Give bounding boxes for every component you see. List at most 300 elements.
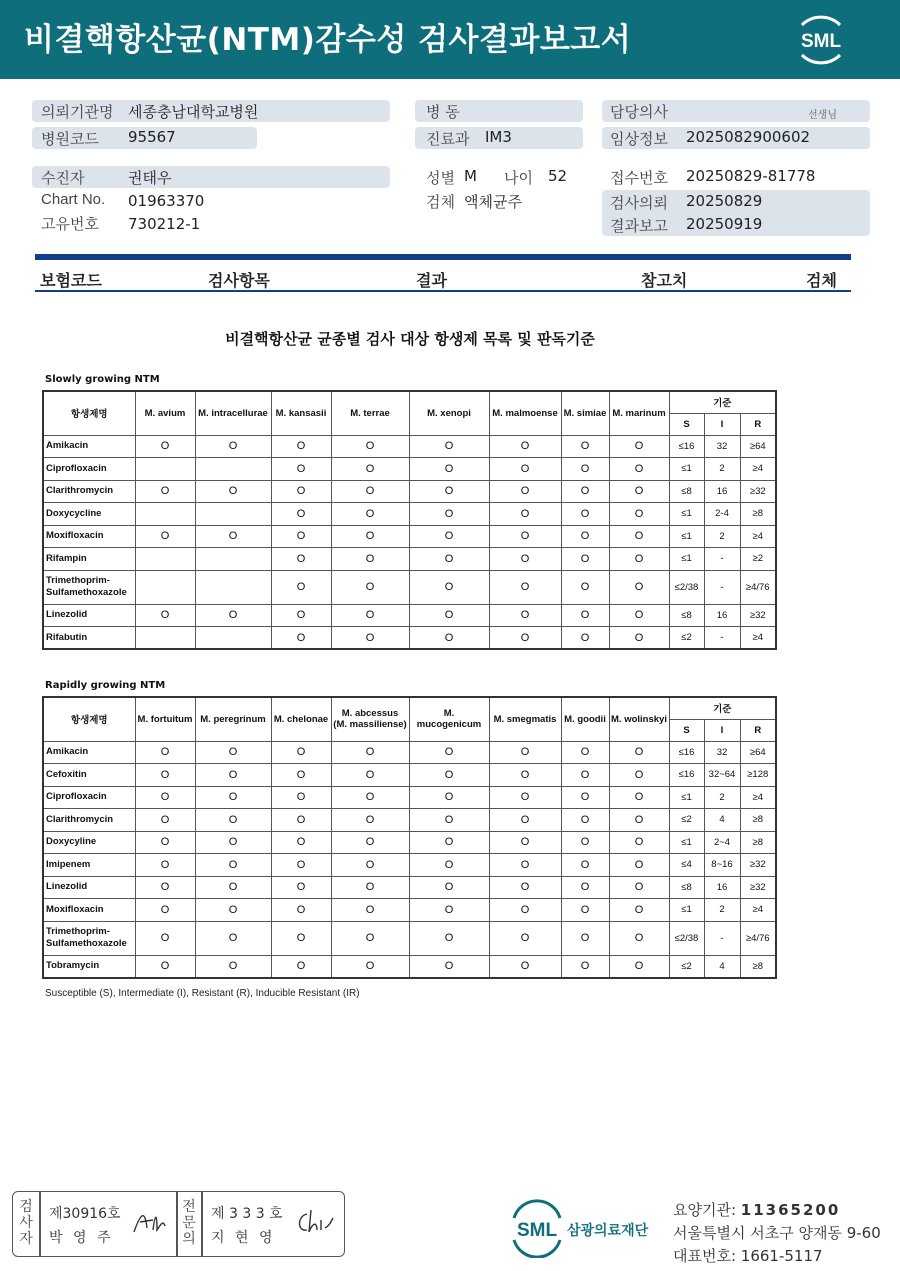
slow-org-header: M. xenopi [409, 391, 489, 435]
test-mark: O [489, 627, 561, 650]
test-mark [135, 548, 195, 571]
test-mark: O [489, 525, 561, 548]
test-mark: O [135, 854, 195, 877]
drug-name: Doxycycline [43, 503, 135, 526]
test-mark [195, 627, 271, 650]
hospital-code-label: 병원코드 [41, 130, 99, 148]
test-mark: O [409, 570, 489, 604]
test-mark: O [609, 955, 669, 978]
sml-logo [792, 11, 850, 69]
test-mark: O [609, 854, 669, 877]
test-mark: O [271, 480, 331, 503]
test-mark: O [271, 854, 331, 877]
test-mark: O [331, 854, 409, 877]
drug-row [43, 921, 776, 955]
test-mark [135, 503, 195, 526]
criteria-i: - [704, 570, 740, 604]
criteria-i: 4 [704, 955, 740, 978]
drug-name: Ciprofloxacin [43, 786, 135, 809]
slow-ntm-table [42, 390, 777, 650]
criteria-s: ≤16 [669, 741, 704, 764]
rapid-r-header: R [740, 719, 776, 741]
test-mark: O [195, 809, 271, 832]
criteria-s: ≤1 [669, 831, 704, 854]
doctor-label: 담당의사 [610, 103, 668, 121]
criteria-r: ≥8 [740, 955, 776, 978]
age-value: 52 [548, 167, 568, 185]
department-label: 진료과 [426, 130, 470, 148]
criteria-r: ≥4 [740, 786, 776, 809]
test-mark: O [409, 955, 489, 978]
drug-row [43, 525, 776, 548]
footer-sml-logo [508, 1198, 658, 1258]
examiner-name: 박 영 주 [49, 1230, 114, 1246]
criteria-i: 32~64 [704, 764, 740, 787]
test-mark: O [271, 786, 331, 809]
test-mark: O [489, 435, 561, 458]
test-mark: O [409, 503, 489, 526]
criteria-r: ≥64 [740, 435, 776, 458]
test-mark: O [489, 604, 561, 627]
criteria-r: ≥4 [740, 627, 776, 650]
test-mark: O [271, 627, 331, 650]
test-mark: O [331, 921, 409, 955]
test-mark: O [409, 921, 489, 955]
slow-org-header: M. intracellurae [195, 391, 271, 435]
criteria-s: ≤16 [669, 764, 704, 787]
criteria-r: ≥2 [740, 548, 776, 571]
drug-row [43, 570, 776, 604]
col-result: 결과 [416, 271, 447, 290]
test-mark: O [195, 786, 271, 809]
criteria-i: - [704, 548, 740, 571]
rapid-org-header: M. goodii [561, 697, 609, 741]
test-mark: O [271, 831, 331, 854]
test-mark: O [409, 876, 489, 899]
legend-note: Susceptible (S), Intermediate (I), Resistant (R), Inducible Resistant (IR) [45, 988, 360, 999]
drug-row [43, 435, 776, 458]
test-mark: O [271, 604, 331, 627]
criteria-r: ≥4 [740, 525, 776, 548]
criteria-s: ≤2 [669, 809, 704, 832]
criteria-s: ≤8 [669, 876, 704, 899]
test-mark: O [271, 764, 331, 787]
test-mark: O [271, 809, 331, 832]
test-mark: O [561, 525, 609, 548]
test-mark: O [561, 921, 609, 955]
ward-label: 병 동 [426, 103, 460, 121]
specimen-label: 검체 [426, 193, 455, 211]
criteria-i: 16 [704, 876, 740, 899]
test-mark: O [135, 921, 195, 955]
test-mark: O [489, 741, 561, 764]
request-date-label: 검사의뢰 [610, 194, 668, 212]
criteria-s: ≤8 [669, 480, 704, 503]
slow-r-header: R [740, 413, 776, 435]
criteria-i: - [704, 921, 740, 955]
criteria-s: ≤1 [669, 525, 704, 548]
drug-row [43, 548, 776, 571]
criteria-i: 2 [704, 786, 740, 809]
criteria-i: 2 [704, 525, 740, 548]
test-mark: O [195, 831, 271, 854]
criteria-r: ≥32 [740, 854, 776, 877]
test-mark: O [409, 854, 489, 877]
drug-name: Trimethoprim- Sulfamethoxazole [43, 570, 135, 604]
rapid-i-header: I [704, 719, 740, 741]
test-mark: O [489, 786, 561, 809]
criteria-s: ≤1 [669, 548, 704, 571]
criteria-i: 2 [704, 899, 740, 922]
test-mark: O [609, 548, 669, 571]
test-mark: O [271, 921, 331, 955]
department-value: IM3 [485, 128, 512, 146]
signature-box [12, 1191, 345, 1257]
slow-org-header: M. marinum [609, 391, 669, 435]
patient-value: 권태우 [128, 169, 172, 187]
criteria-r: ≥4/76 [740, 570, 776, 604]
test-mark: O [489, 809, 561, 832]
drug-name: Amikacin [43, 435, 135, 458]
footer-org-name: 삼광의료재단 [567, 1223, 649, 1239]
drug-name: Tobramycin [43, 955, 135, 978]
criteria-i: 16 [704, 604, 740, 627]
rapid-s-header: S [669, 719, 704, 741]
test-mark: O [331, 503, 409, 526]
criteria-r: ≥128 [740, 764, 776, 787]
footer-address: 서울특별시 서초구 양재동 9-60 [673, 1224, 881, 1242]
examiner-number: 제30916호 [49, 1206, 121, 1222]
specialist-name: 지 현 영 [211, 1230, 276, 1246]
test-mark: O [609, 764, 669, 787]
test-mark: O [489, 458, 561, 481]
chart-no-value: 01963370 [128, 192, 205, 210]
test-mark: O [271, 458, 331, 481]
specialist-label: 전문의 [182, 1199, 196, 1247]
test-mark: O [409, 604, 489, 627]
test-mark: O [331, 525, 409, 548]
criteria-i: 32 [704, 435, 740, 458]
test-mark: O [609, 604, 669, 627]
test-mark: O [195, 525, 271, 548]
criteria-i: 16 [704, 480, 740, 503]
test-mark: O [195, 764, 271, 787]
test-mark: O [271, 570, 331, 604]
test-mark [135, 627, 195, 650]
col-test-item: 검사항목 [208, 271, 270, 290]
test-mark: O [561, 570, 609, 604]
test-mark: O [561, 503, 609, 526]
request-date-value: 20250829 [686, 192, 763, 210]
test-mark [195, 503, 271, 526]
examiner-label: 검사자 [19, 1199, 33, 1247]
test-mark: O [135, 786, 195, 809]
test-mark: O [331, 786, 409, 809]
patient-label: 수진자 [41, 169, 85, 187]
test-mark: O [331, 627, 409, 650]
test-mark: O [561, 764, 609, 787]
sig-divider [201, 1192, 203, 1256]
drug-row [43, 764, 776, 787]
drug-name: Linezolid [43, 876, 135, 899]
test-mark: O [561, 604, 609, 627]
report-date-label: 결과보고 [610, 217, 668, 235]
test-mark: O [489, 921, 561, 955]
rapid-org-header: M. peregrinum [195, 697, 271, 741]
criteria-s: ≤4 [669, 854, 704, 877]
test-mark [135, 570, 195, 604]
drug-row [43, 809, 776, 832]
test-mark: O [489, 955, 561, 978]
test-mark: O [195, 741, 271, 764]
criteria-r: ≥4/76 [740, 921, 776, 955]
slow-org-header: M. malmoense [489, 391, 561, 435]
test-mark: O [331, 480, 409, 503]
test-mark: O [561, 741, 609, 764]
drug-name: Rifabutin [43, 627, 135, 650]
test-mark: O [195, 876, 271, 899]
test-mark: O [331, 604, 409, 627]
test-mark: O [409, 741, 489, 764]
criteria-s: ≤1 [669, 458, 704, 481]
drug-row [43, 480, 776, 503]
specimen-value: 액체균주 [464, 193, 522, 211]
test-mark: O [489, 854, 561, 877]
specialist-signature-icon [295, 1206, 335, 1238]
criteria-s: ≤16 [669, 435, 704, 458]
test-mark: O [331, 548, 409, 571]
criteria-i: 2 [704, 458, 740, 481]
test-mark: O [135, 764, 195, 787]
drug-row [43, 741, 776, 764]
test-mark: O [271, 955, 331, 978]
col-insurance-code: 보험코드 [40, 271, 102, 290]
test-mark: O [609, 876, 669, 899]
test-mark: O [409, 435, 489, 458]
criteria-r: ≥4 [740, 458, 776, 481]
drug-name: Moxifloxacin [43, 525, 135, 548]
drug-row [43, 458, 776, 481]
unique-no-value: 730212-1 [128, 215, 201, 233]
rapid-ntm-table [42, 696, 777, 979]
test-mark: O [609, 570, 669, 604]
clinical-info-value: 2025082900602 [686, 128, 811, 146]
criteria-s: ≤2 [669, 627, 704, 650]
phone-line [673, 1245, 823, 1266]
main-title: 비결핵항산균 균종별 검사 대상 항생제 목록 및 판독기준 [225, 330, 595, 348]
criteria-r: ≥8 [740, 809, 776, 832]
rapid-criteria-header: 기준 [669, 697, 776, 719]
doctor-suffix: 선생님 [808, 110, 837, 121]
test-mark: O [561, 809, 609, 832]
sml-logo-text: SML [800, 31, 842, 52]
rapid-section-title: Rapidly growing NTM [45, 680, 166, 691]
rapid-header-row [43, 697, 776, 719]
test-mark: O [331, 741, 409, 764]
criteria-s: ≤1 [669, 899, 704, 922]
test-mark: O [609, 786, 669, 809]
drug-name: Trimethoprim- Sulfamethoxazole [43, 921, 135, 955]
slow-org-header: M. avium [135, 391, 195, 435]
drug-row [43, 899, 776, 922]
test-mark: O [409, 458, 489, 481]
test-mark: O [561, 435, 609, 458]
drug-name: Cefoxitin [43, 764, 135, 787]
institution-label: 의뢰기관명 [41, 103, 114, 121]
test-mark: O [609, 458, 669, 481]
criteria-i: 4 [704, 809, 740, 832]
care-institution-line [673, 1199, 840, 1220]
report-date-value: 20250919 [686, 215, 763, 233]
criteria-r: ≥8 [740, 831, 776, 854]
test-mark: O [271, 876, 331, 899]
criteria-s: ≤8 [669, 604, 704, 627]
criteria-r: ≥4 [740, 899, 776, 922]
test-mark: O [489, 764, 561, 787]
test-mark: O [409, 525, 489, 548]
test-mark: O [489, 548, 561, 571]
test-mark: O [331, 899, 409, 922]
test-mark: O [409, 831, 489, 854]
test-mark: O [561, 480, 609, 503]
criteria-s: ≤2 [669, 955, 704, 978]
test-mark: O [271, 503, 331, 526]
test-mark: O [271, 525, 331, 548]
test-mark: O [195, 435, 271, 458]
phone-number: 1661-5117 [740, 1247, 823, 1265]
section-divider [35, 254, 851, 260]
drug-row [43, 876, 776, 899]
rapid-org-header: M. mucogenicum [409, 697, 489, 741]
test-mark: O [331, 570, 409, 604]
test-mark: O [271, 435, 331, 458]
patient-row-bg [32, 166, 390, 188]
test-mark: O [135, 741, 195, 764]
drug-row [43, 831, 776, 854]
test-mark: O [409, 899, 489, 922]
age-label: 나이 [504, 169, 533, 187]
drug-name: Rifampin [43, 548, 135, 571]
criteria-s: ≤1 [669, 503, 704, 526]
sig-divider [39, 1192, 41, 1256]
slow-org-header: M. terrae [331, 391, 409, 435]
test-mark: O [409, 809, 489, 832]
test-mark: O [271, 548, 331, 571]
rapid-org-header: M. fortuitum [135, 697, 195, 741]
test-mark: O [135, 809, 195, 832]
test-mark: O [609, 741, 669, 764]
drug-name: Doxycyline [43, 831, 135, 854]
test-mark: O [135, 480, 195, 503]
drug-row [43, 503, 776, 526]
criteria-s: ≤2/38 [669, 570, 704, 604]
drug-row [43, 627, 776, 650]
test-mark: O [561, 899, 609, 922]
criteria-i: 2-4 [704, 503, 740, 526]
test-mark: O [331, 458, 409, 481]
criteria-r: ≥32 [740, 480, 776, 503]
criteria-i: - [704, 627, 740, 650]
test-mark: O [409, 548, 489, 571]
report-title: 비결핵항산균(NTM)감수성 검사결과보고서 [24, 22, 632, 58]
test-mark: O [489, 503, 561, 526]
chart-no-label: Chart No. [41, 191, 106, 208]
drug-row [43, 604, 776, 627]
col-specimen: 검체 [806, 271, 837, 290]
test-mark: O [331, 764, 409, 787]
test-mark: O [561, 458, 609, 481]
rapid-org-header: M. chelonae [271, 697, 331, 741]
criteria-i: 2~4 [704, 831, 740, 854]
drug-name: Clarithromycin [43, 809, 135, 832]
receipt-label: 접수번호 [610, 169, 668, 187]
sex-value: M [464, 167, 477, 185]
drug-name: Moxifloxacin [43, 899, 135, 922]
test-mark: O [195, 899, 271, 922]
care-number: 11365200 [740, 1201, 841, 1219]
drug-name: Imipenem [43, 854, 135, 877]
drug-row [43, 955, 776, 978]
test-mark: O [331, 955, 409, 978]
care-label: 요양기관: [673, 1201, 737, 1219]
criteria-r: ≥64 [740, 741, 776, 764]
test-mark: O [561, 955, 609, 978]
rapid-org-header: M. smegmatis [489, 697, 561, 741]
rapid-org-header: M. wolinskyi [609, 697, 669, 741]
test-mark: O [409, 764, 489, 787]
examiner-signature-icon [131, 1206, 167, 1238]
slow-i-header: I [704, 413, 740, 435]
test-mark: O [195, 480, 271, 503]
rapid-drug-header: 항생제명 [43, 697, 135, 741]
test-mark: O [271, 741, 331, 764]
test-mark: O [135, 955, 195, 978]
test-mark: O [609, 831, 669, 854]
footer-logo-text: SML [516, 1220, 558, 1241]
test-mark: O [195, 921, 271, 955]
test-mark: O [409, 786, 489, 809]
test-mark: O [489, 831, 561, 854]
test-mark: O [489, 876, 561, 899]
criteria-i: 8~16 [704, 854, 740, 877]
slow-org-header: M. simiae [561, 391, 609, 435]
drug-row [43, 854, 776, 877]
test-mark: O [331, 809, 409, 832]
test-mark: O [331, 435, 409, 458]
test-mark: O [609, 809, 669, 832]
test-mark: O [609, 525, 669, 548]
test-mark: O [609, 627, 669, 650]
drug-row [43, 786, 776, 809]
unique-no-label: 고유번호 [41, 215, 99, 233]
test-mark [195, 458, 271, 481]
test-mark: O [561, 548, 609, 571]
test-mark [195, 570, 271, 604]
test-mark: O [135, 831, 195, 854]
drug-name: Ciprofloxacin [43, 458, 135, 481]
drug-name: Amikacin [43, 741, 135, 764]
hospital-code-value: 95567 [128, 128, 176, 146]
test-mark: O [409, 480, 489, 503]
test-mark: O [561, 876, 609, 899]
phone-label: 대표번호: [673, 1247, 737, 1265]
criteria-r: ≥32 [740, 876, 776, 899]
header-underline [35, 290, 851, 292]
test-mark: O [609, 899, 669, 922]
test-mark: O [489, 570, 561, 604]
test-mark: O [609, 435, 669, 458]
clinical-info-label: 임상정보 [610, 130, 668, 148]
